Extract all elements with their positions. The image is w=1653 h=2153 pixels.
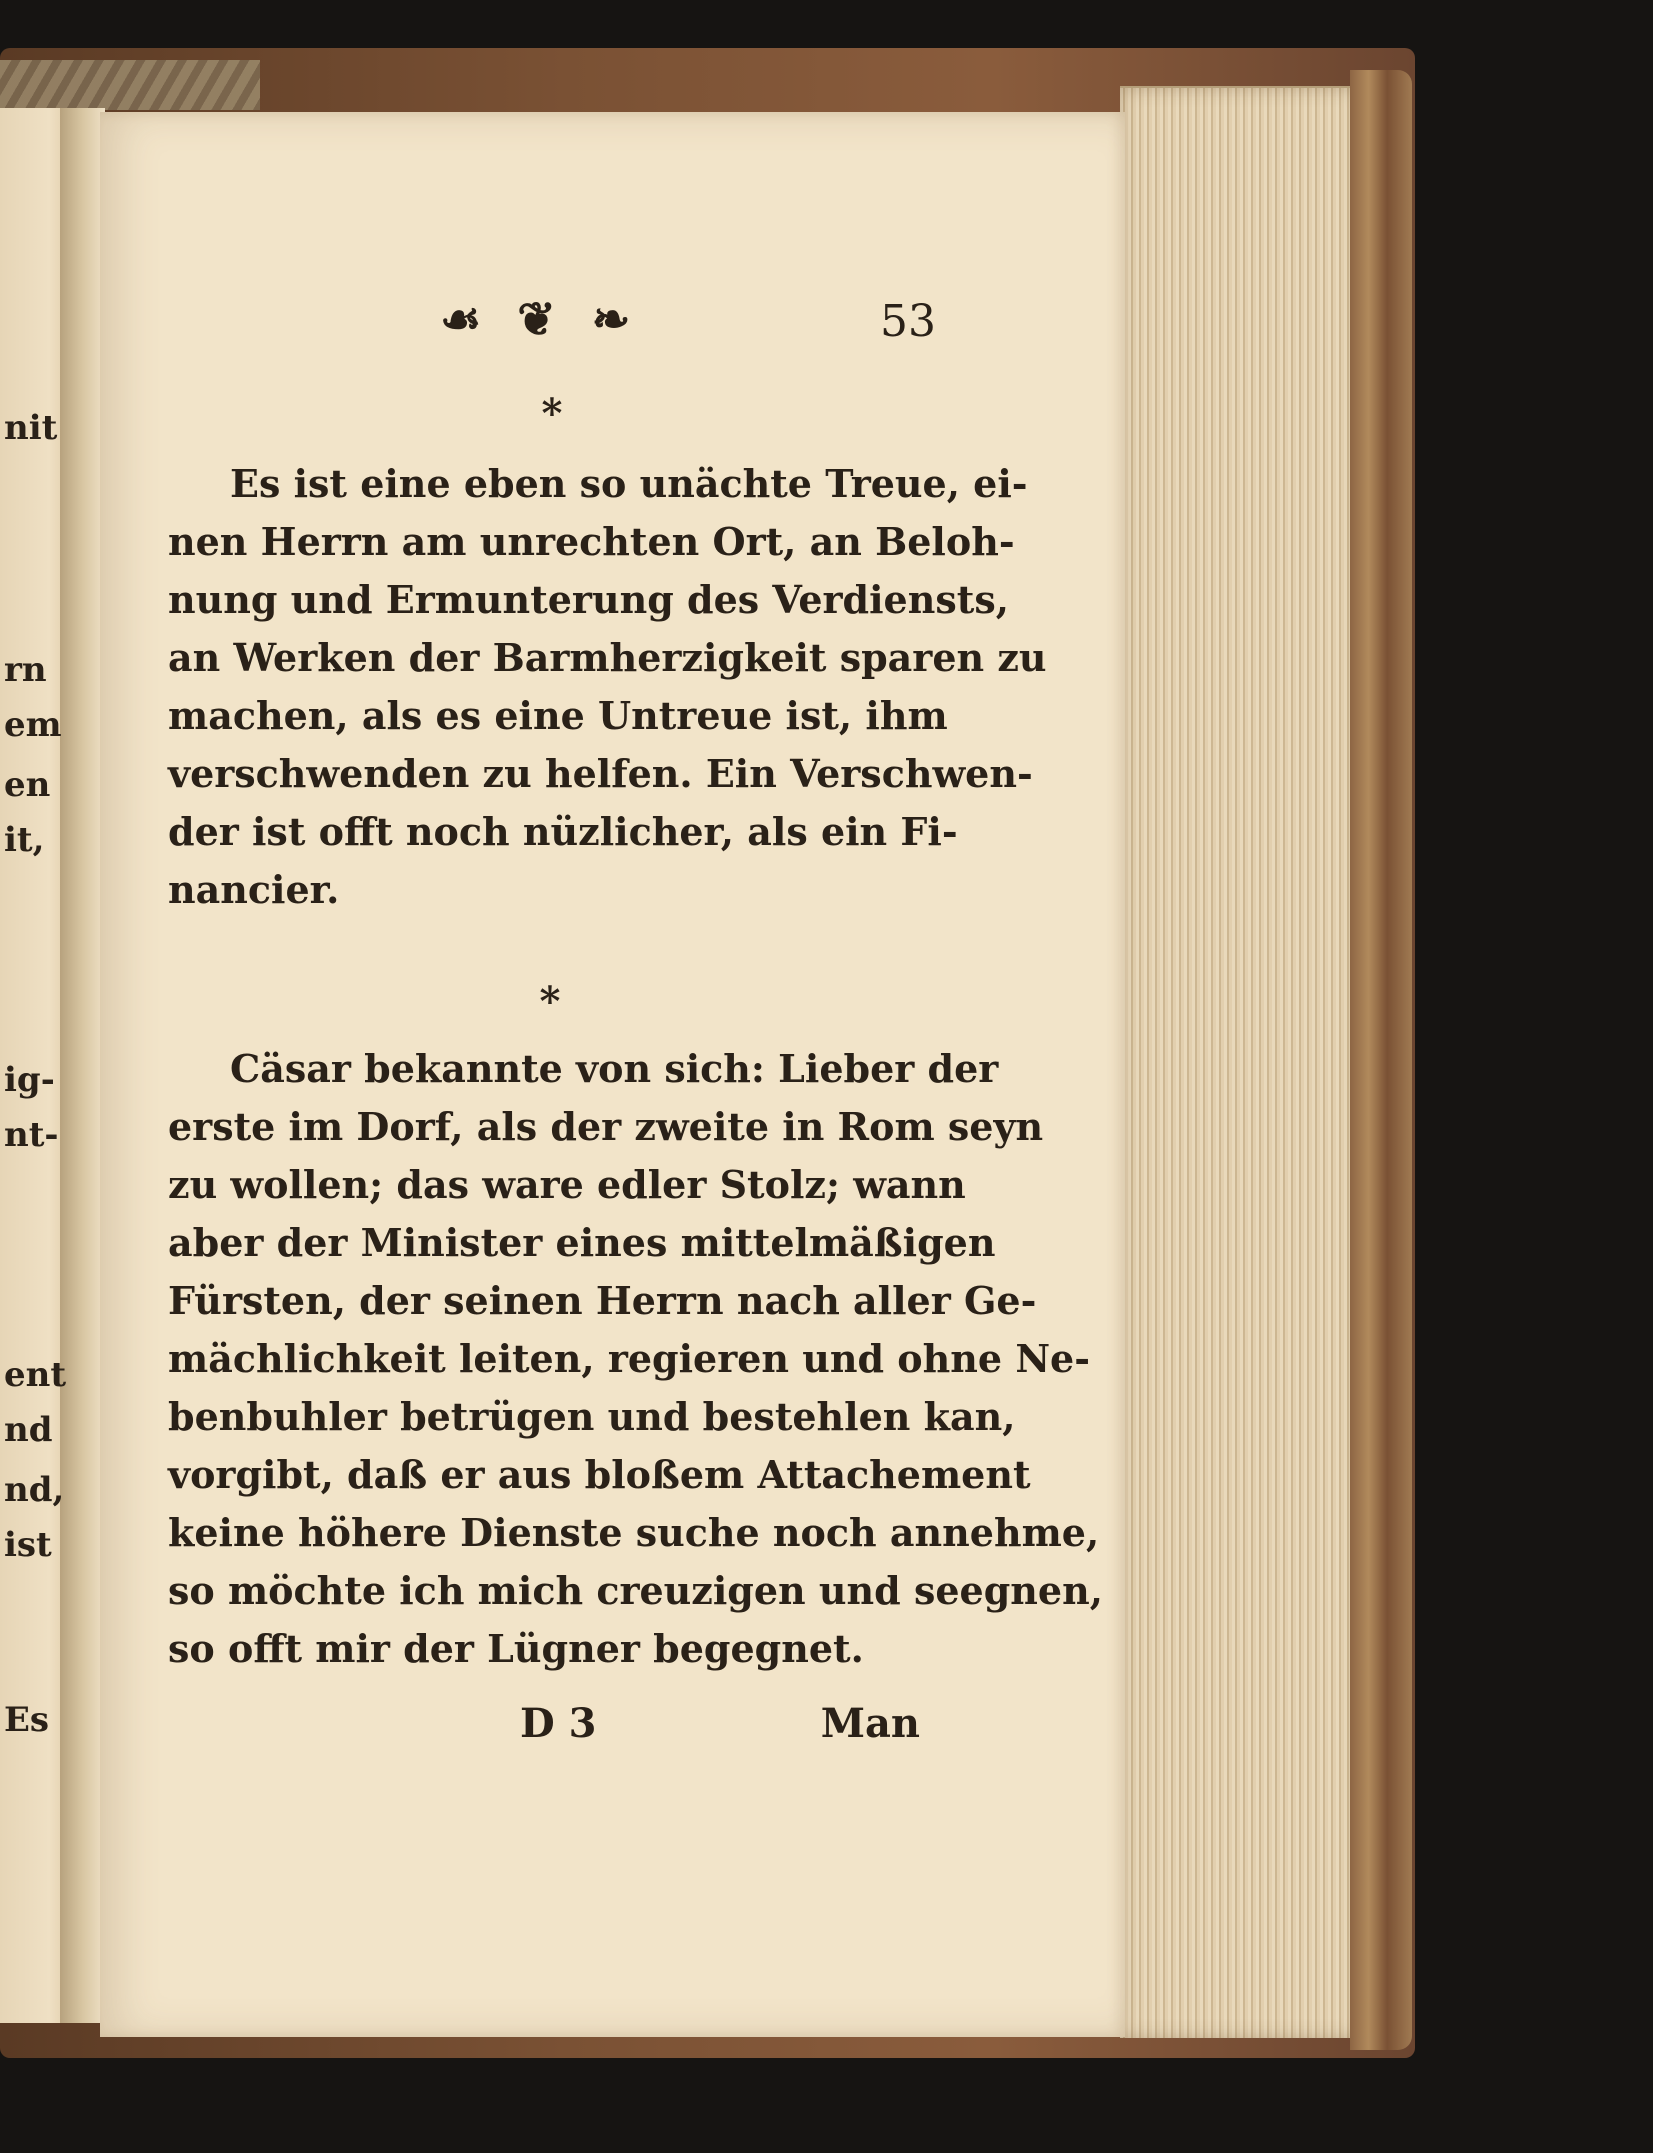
text-line: Cäsar bekannte von sich: Lieber der [230, 1046, 999, 1091]
left-page-text [0, 0, 82, 2153]
text-line: erste im Dorf, als der zweite in Rom seyn [168, 1104, 1044, 1149]
left-fragment: ist [4, 1525, 52, 1565]
header-ornament: ☙ ❦ ❧ [440, 292, 641, 346]
text-line: nen Herrn am unrechten Ort, an Beloh- [168, 519, 1015, 564]
text-line: keine höhere Dienste suche noch annehme, [168, 1510, 1100, 1555]
text-line: nung und Ermunterung des Verdiensts, [168, 577, 1009, 622]
signature-mark: D 3 [520, 1700, 597, 1747]
left-fragment: em [4, 705, 62, 745]
page-edges [1120, 86, 1360, 2038]
text-line: Fürsten, der seinen Herrn nach aller Ge- [168, 1278, 1037, 1323]
left-fragment: it, [4, 820, 45, 860]
paragraph-1 [168, 455, 1047, 919]
left-fragment: rn [4, 650, 47, 690]
text-line: so offt mir der Lügner begegnet. [168, 1626, 864, 1671]
separator-asterisk: * [539, 978, 561, 1025]
left-fragment: nit [4, 408, 58, 448]
left-fragment: Es [4, 1700, 50, 1740]
catchword: Man [820, 1700, 920, 1747]
text-line: verschwenden zu helfen. Ein Verschwen- [168, 751, 1033, 796]
page-footer [520, 1700, 920, 1760]
text-line: zu wollen; das ware edler Stolz; wann [168, 1162, 966, 1207]
text-line: vorgibt, daß er aus bloßem Attachement [168, 1452, 1031, 1497]
left-fragment: ig- [4, 1060, 55, 1100]
text-line: der ist offt noch nüzlicher, als ein Fi- [168, 809, 958, 854]
left-fragment: ent [4, 1355, 67, 1395]
text-line: an Werken der Barmherzigkeit sparen zu [168, 635, 1047, 680]
left-fragment: en [4, 765, 51, 805]
separator-asterisk: * [541, 390, 563, 437]
text-line: aber der Minister eines mittelmäßigen [168, 1220, 996, 1265]
left-fragment: nd [4, 1410, 53, 1450]
text-line: so möchte ich mich creuzigen und seegnen, [168, 1568, 1103, 1613]
left-fragment: nt- [4, 1115, 59, 1155]
text-line: Es ist eine eben so unächte Treue, ei- [230, 461, 1028, 506]
page-number: 53 [880, 296, 936, 347]
text-line: mächlichkeit leiten, regieren und ohne Ne- [168, 1336, 1091, 1381]
text-line: nancier. [168, 867, 340, 912]
book-cover-edge [1350, 70, 1412, 2050]
page-header [440, 292, 940, 352]
text-line: machen, als es eine Untreue ist, ihm [168, 693, 948, 738]
text-line: benbuhler betrügen und bestehlen kan, [168, 1394, 1016, 1439]
paragraph-2 [168, 1040, 1103, 1678]
left-fragment: nd, [4, 1470, 65, 1510]
